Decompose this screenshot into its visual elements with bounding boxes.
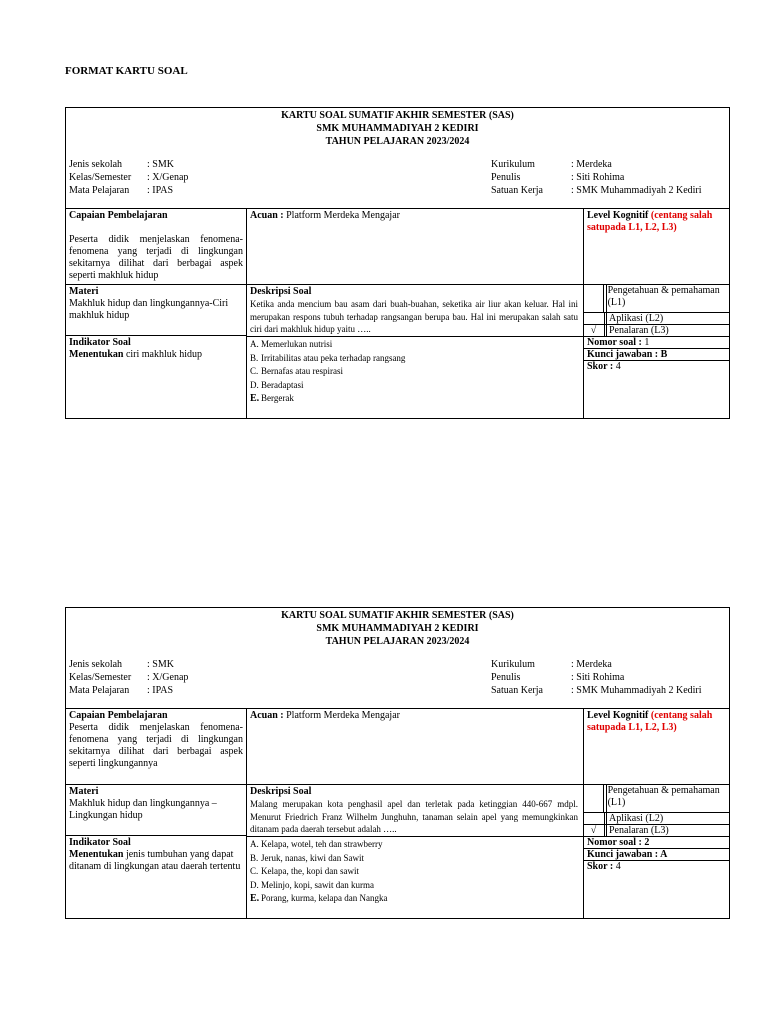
jenis-sekolah-label: Jenis sekolah: [69, 159, 123, 170]
option-letter: B.: [250, 352, 259, 363]
deskripsi-label: Deskripsi Soal: [250, 286, 312, 297]
divider: [66, 208, 729, 209]
question-card-2: [65, 607, 730, 919]
answer-options: [250, 338, 580, 406]
indikator-text: jenis tumbuhan yang dapat ditanam di lingkungan atau daerah tertentu: [69, 849, 241, 872]
nomor-soal: [587, 337, 729, 349]
option-text: Jeruk, nanas, kiwi dan Sawit: [261, 852, 364, 863]
kunci-jawaban-label: Kunci jawaban : B: [587, 349, 668, 360]
level-check-l2[interactable]: [583, 313, 605, 324]
nomor-soal-value: 2: [641, 837, 650, 848]
level-check-l3[interactable]: √: [583, 325, 605, 336]
level-label-l3: Penalaran (L3): [609, 825, 669, 836]
option-letter: B.: [250, 852, 259, 863]
skor-label: Skor :: [587, 361, 614, 372]
option-e[interactable]: [250, 892, 580, 906]
divider: [66, 335, 247, 336]
satuan-kerja-label: Satuan Kerja: [491, 185, 543, 196]
satuan-kerja-value: : SMK Muhammadiyah 2 Kediri: [571, 185, 702, 196]
option-text: Porang, kurma, kelapa dan Nangka: [261, 893, 388, 904]
level-label-l3: Penalaran (L3): [609, 325, 669, 336]
curriculum-meta: [491, 658, 702, 697]
level-kognitif-note: (centang salah satupada L1, L2, L3): [587, 710, 713, 733]
level-kognitif-section: [587, 710, 729, 734]
level-row-l1: [583, 785, 731, 812]
mata-pelajaran-label: Mata Pelajaran: [69, 685, 130, 696]
option-a[interactable]: [250, 838, 580, 852]
divider: [66, 835, 247, 836]
capaian-text: Peserta didik menjelaskan fenomena-fenomena yang terjadi di lingkungan sekitarnya dilihat dari berbagai aspek seperti lingkungannya: [69, 722, 243, 769]
divider: [246, 208, 247, 418]
option-text: Memerlukan nutrisi: [261, 339, 333, 349]
materi-label: Materi: [69, 286, 99, 297]
materi-section: [69, 286, 244, 322]
kunci-jawaban: [587, 849, 729, 861]
indikator-verb: Menentukan: [69, 349, 124, 360]
skor: [587, 361, 729, 373]
level-kognitif-label: Level Kognitif: [587, 210, 649, 221]
penulis-value: : Siti Rohima: [571, 172, 625, 183]
option-letter: D.: [250, 379, 259, 390]
school-name: SMK MUHAMMADIYAH 2 KEDIRI: [316, 123, 479, 134]
card-title: KARTU SOAL SUMATIF AKHIR SEMESTER (SAS): [281, 110, 514, 121]
acuan-section: [250, 210, 580, 222]
level-check-l1[interactable]: [583, 785, 604, 812]
kunci-jawaban: [587, 349, 729, 361]
acuan-value: Platform Merdeka Mengajar: [283, 710, 400, 721]
divider: [247, 336, 583, 337]
level-kognitif-label: Level Kognitif: [587, 710, 649, 721]
option-e[interactable]: [250, 392, 580, 406]
school-name: SMK MUHAMMADIYAH 2 KEDIRI: [316, 623, 479, 634]
option-d[interactable]: [250, 379, 580, 393]
capaian-text: Peserta didik menjelaskan fenomena-fenomena yang terjadi di lingkungan sekitarnya dilihat dari berbagai aspek seperti makhluk hidup: [69, 234, 243, 281]
option-text: Kelapa, the, kopi dan sawit: [261, 866, 359, 877]
level-label-l1: Pengetahuan & pemahaman (L1): [607, 285, 720, 308]
option-b[interactable]: [250, 352, 580, 366]
mata-pelajaran-value: : IPAS: [147, 185, 174, 196]
deskripsi-text: Ketika anda mencium bau asam dari buah-buahan, seketika air liur akan keluar. Hal ini merupakan respons tubuh terhadap rangsangan berupa bau. Hal ini merupakan salah satu ciri dari makhluk hidup yaitu …..: [250, 299, 578, 334]
option-text: Beradaptasi: [261, 379, 304, 390]
nomor-soal-label: Nomor soal :: [587, 837, 642, 848]
option-c[interactable]: [250, 365, 580, 379]
kelas-semester-value: : X/Genap: [147, 172, 189, 183]
kurikulum-value: : Merdeka: [571, 659, 612, 670]
penulis-label: Penulis: [491, 172, 521, 183]
kunci-jawaban-label: Kunci jawaban : A: [587, 849, 668, 860]
option-text: Bergerak: [261, 393, 294, 404]
kelas-semester-label: Kelas/Semester: [69, 672, 132, 683]
level-check-l3[interactable]: √: [583, 825, 605, 836]
kurikulum-label: Kurikulum: [491, 659, 535, 670]
option-letter: C.: [250, 366, 259, 377]
option-a[interactable]: [250, 338, 580, 352]
level-row-l3: [583, 325, 731, 336]
option-text: Bernafas atau respirasi: [261, 366, 343, 377]
option-letter: E.: [250, 393, 260, 405]
satuan-kerja-label: Satuan Kerja: [491, 685, 543, 696]
capaian-section: [69, 210, 243, 282]
skor-value: 4: [613, 361, 621, 372]
kurikulum-label: Kurikulum: [491, 159, 535, 170]
jenis-sekolah-value: : SMK: [147, 659, 174, 670]
capaian-label: Capaian Pembelajaran: [69, 210, 168, 221]
level-label-l2: Aplikasi (L2): [609, 313, 664, 324]
jenis-sekolah-value: : SMK: [147, 159, 174, 170]
level-row-l1: [583, 285, 731, 312]
option-text: Irritabilitas atau peka terhadap rangsang: [261, 352, 406, 363]
materi-label: Materi: [69, 786, 99, 797]
academic-year: TAHUN PELAJARAN 2023/2024: [325, 136, 470, 147]
deskripsi-text: Malang merupakan kota penghasil apel dan terletak pada ketinggian 440-667 mdpl. Menurut Friedrich Franz Wilhelm Junghuhn, tanaman selain apel yang memungkinkan ditanam pada daerah tersebut adalah …..: [250, 799, 578, 834]
option-letter: E.: [250, 893, 260, 905]
option-letter: A.: [250, 839, 259, 849]
option-text: Melinjo, kopi, sawit dan kurma: [261, 879, 374, 890]
jenis-sekolah-label: Jenis sekolah: [69, 659, 123, 670]
school-meta: [69, 158, 188, 197]
kelas-semester-label: Kelas/Semester: [69, 172, 132, 183]
nomor-soal-value: 1: [641, 337, 650, 348]
school-meta: [69, 658, 188, 697]
level-check-l1[interactable]: [583, 285, 604, 312]
card-header: [66, 608, 729, 709]
option-c[interactable]: [250, 865, 580, 879]
level-check-l2[interactable]: [583, 813, 605, 824]
divider: [66, 708, 729, 709]
kelas-semester-value: : X/Genap: [147, 672, 189, 683]
option-letter: A.: [250, 339, 259, 349]
acuan-label: Acuan :: [250, 210, 284, 221]
mata-pelajaran-label: Mata Pelajaran: [69, 185, 130, 196]
card-title-block: [66, 109, 729, 148]
indikator-label: Indikator Soal: [69, 337, 131, 348]
level-label-l1: Pengetahuan & pemahaman (L1): [607, 785, 720, 808]
option-d[interactable]: [250, 879, 580, 893]
level-kognitif-section: [587, 210, 729, 234]
skor: [587, 861, 729, 873]
deskripsi-label: Deskripsi Soal: [250, 786, 312, 797]
acuan-section: [250, 710, 580, 722]
capaian-label: Capaian Pembelajaran: [69, 710, 168, 721]
level-row-l3: [583, 825, 731, 836]
indikator-section: [69, 837, 244, 873]
level-row-l2: [583, 313, 731, 324]
level-label-l2: Aplikasi (L2): [609, 813, 664, 824]
indikator-text: ciri makhluk hidup: [123, 349, 203, 360]
mata-pelajaran-value: : IPAS: [147, 685, 174, 696]
option-text: Kelapa, wotel, teh dan strawberry: [261, 839, 383, 849]
acuan-value: Platform Merdeka Mengajar: [283, 210, 400, 221]
deskripsi-section: [250, 786, 578, 836]
satuan-kerja-value: : SMK Muhammadiyah 2 Kediri: [571, 685, 702, 696]
document-title: FORMAT KARTU SOAL: [65, 65, 188, 77]
indikator-label: Indikator Soal: [69, 837, 131, 848]
indikator-verb: Menentukan: [69, 849, 124, 860]
card-title-block: [66, 609, 729, 648]
materi-text: Makhluk hidup dan lingkungannya – Lingkungan hidup: [69, 798, 217, 821]
divider: [246, 708, 247, 918]
academic-year: TAHUN PELAJARAN 2023/2024: [325, 636, 470, 647]
divider: [247, 836, 583, 837]
nomor-soal: [587, 837, 729, 849]
option-letter: D.: [250, 879, 259, 890]
option-b[interactable]: [250, 852, 580, 866]
acuan-label: Acuan :: [250, 710, 284, 721]
penulis-value: : Siti Rohima: [571, 672, 625, 683]
card-title: KARTU SOAL SUMATIF AKHIR SEMESTER (SAS): [281, 610, 514, 621]
level-row-l2: [583, 813, 731, 824]
indikator-section: [69, 337, 244, 361]
materi-text: Makhluk hidup dan lingkungannya-Ciri makhluk hidup: [69, 298, 229, 321]
card-header: [66, 108, 729, 209]
capaian-section: [69, 710, 243, 770]
option-letter: C.: [250, 866, 259, 877]
question-card-1: [65, 107, 730, 419]
deskripsi-section: [250, 286, 578, 336]
kurikulum-value: : Merdeka: [571, 159, 612, 170]
answer-options: [250, 838, 580, 906]
curriculum-meta: [491, 158, 702, 197]
penulis-label: Penulis: [491, 672, 521, 683]
skor-value: 4: [613, 861, 621, 872]
level-kognitif-note: (centang salah satupada L1, L2, L3): [587, 210, 713, 233]
nomor-soal-label: Nomor soal :: [587, 337, 642, 348]
skor-label: Skor :: [587, 861, 614, 872]
materi-section: [69, 786, 244, 822]
